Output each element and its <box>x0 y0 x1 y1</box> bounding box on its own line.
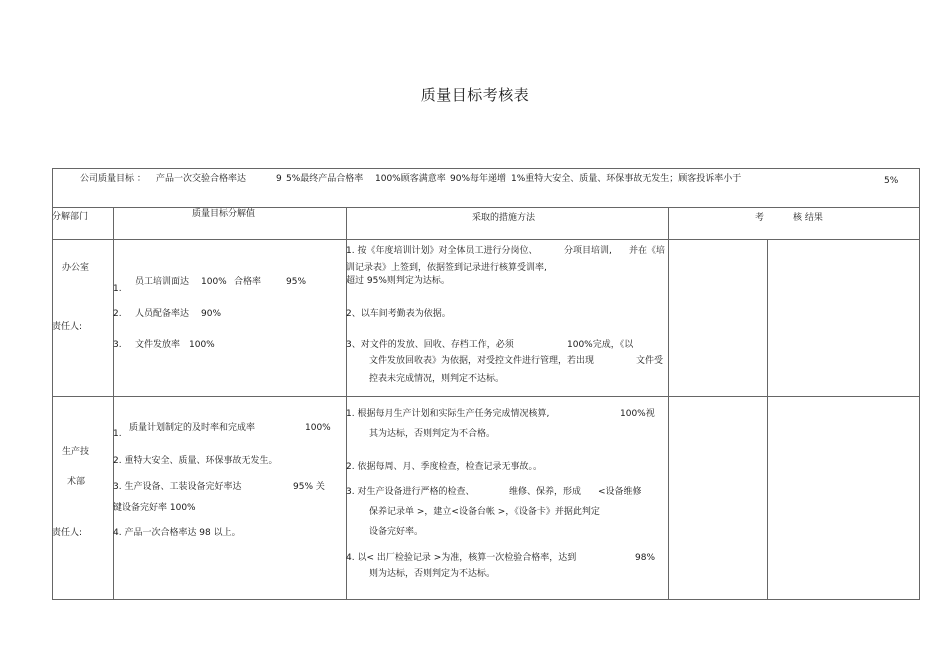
production-owner: 责任人: <box>52 528 83 538</box>
production-goal-text: 键设备完好率 100% <box>113 503 196 513</box>
column-divider <box>113 207 114 600</box>
header-goal: 质量目标分解值 <box>192 209 256 219</box>
production-goal-text: 3. 生产设备、工装设备完好率达 <box>113 482 242 492</box>
office-measure-line: 文件受 <box>636 356 664 366</box>
column-divider <box>767 239 768 600</box>
office-measure-line: 分项目培训, <box>564 246 612 256</box>
office-measure-line: 训记录表》上签到，依据签到记录进行核算受训率, <box>346 263 547 273</box>
office-dept: 办公室 <box>62 263 90 273</box>
company-goal-label: 公司质量目标 ： <box>80 174 146 184</box>
company-goal-value: 5%最终产品合格率 <box>286 174 364 184</box>
header-top-line <box>52 207 920 208</box>
production-measure-line: 2. 依据每周、月、季度检查，检查记录无事故。。 <box>346 462 542 472</box>
production-dept: 术部 <box>67 477 86 487</box>
company-goal-tail: 5% <box>884 176 899 186</box>
office-owner: 责任人: <box>52 322 83 332</box>
production-measure-line: 1. 根据每月生产计划和实际生产任务完成情况核算, <box>346 409 550 419</box>
document-title: 质量目标考核表 <box>420 86 530 104</box>
header-bottom-line <box>52 239 920 240</box>
production-measure-line: 则为达标，否则判定为不达标。 <box>369 569 496 579</box>
office-goal-num: 2. <box>113 309 122 319</box>
office-measure-line: 文件发放回收表》为依据，对受控文件进行管理，若出现 <box>369 356 595 366</box>
office-goal-text: 文件发放率 <box>135 340 181 350</box>
office-goal-value: 90% <box>201 309 222 319</box>
office-goal-value: 100% <box>201 277 227 287</box>
row-divider <box>52 396 920 397</box>
production-measure-line: 4. 以< 出厂检验记录 >为准，核算一次检验合格率，达到 <box>346 553 577 563</box>
company-goal-value: 100%顾客满意率 <box>375 174 446 184</box>
company-goal-text: 产品一次交验合格率达 <box>156 174 247 184</box>
production-goal-text: 2. 重特大安全、质量、环保事故无发生。 <box>113 456 278 466</box>
header-dept: 分解部门 <box>52 212 89 222</box>
production-measure-line: 100%视 <box>620 409 655 419</box>
office-goal-text: 人员配备率达 <box>135 309 190 319</box>
production-goal-num: 1. <box>113 429 122 439</box>
company-goal-value: 9 <box>276 174 282 184</box>
office-measure-line: 3、对文件的发放、回收、存档工作，必须 <box>346 340 514 350</box>
office-measure-line: 并在《培 <box>629 246 666 256</box>
production-measure-line: 98% <box>635 553 656 563</box>
office-goal-value: 100% <box>189 340 215 350</box>
production-measure-line: 保养记录单 >，建立<设备台帐 >，《设备卡》并据此判定 <box>369 507 600 517</box>
header-exam: 考 <box>755 213 765 223</box>
production-goal-value: 100% <box>305 423 331 433</box>
production-measure-line: 设备完好率。 <box>369 527 424 537</box>
office-measure-line: 控表未完成情况，则判定不达标。 <box>369 374 505 384</box>
office-goal-num: 1. <box>113 284 122 294</box>
office-measure-line: 2、以车间考勤表为依据。 <box>346 309 451 319</box>
production-measure-line: 维修、保养，形成 <box>509 487 582 497</box>
production-measure-line: <设备维修 <box>598 487 642 497</box>
production-measure-line: 其为达标，否则判定为不合格。 <box>369 429 496 439</box>
header-measures: 采取的措施方法 <box>472 213 536 223</box>
header-result: 核 结果 <box>793 213 823 223</box>
production-dept: 生产技 <box>62 447 90 457</box>
office-goal-value: 95% <box>286 277 307 287</box>
office-goal-text: 员工培训面达 <box>135 277 190 287</box>
office-measure-line: 1. 按《年度培训计划》对全体员工进行分岗位、 <box>346 246 538 256</box>
office-measure-line: 100%完成，《以 <box>567 340 634 350</box>
company-goal-value: 1%重特大安全、质量、环保事故无发生；顾客投诉率小于 <box>511 174 742 184</box>
office-goal-num: 3. <box>113 340 122 350</box>
company-goal-value: 90%每年递增 <box>450 174 507 184</box>
production-measure-line: 3. 对生产设备进行严格的检查、 <box>346 487 475 497</box>
office-goal-value: 合格率 <box>234 277 262 287</box>
production-goal-value: 95% 关 <box>293 482 325 492</box>
production-goal-text: 4. 产品一次合格率达 98 以上。 <box>113 528 241 538</box>
production-goal-text: 质量计划制定的及时率和完成率 <box>129 423 256 433</box>
column-divider <box>668 207 669 600</box>
office-measure-line: 超过 95%则判定为达标。 <box>346 276 450 286</box>
